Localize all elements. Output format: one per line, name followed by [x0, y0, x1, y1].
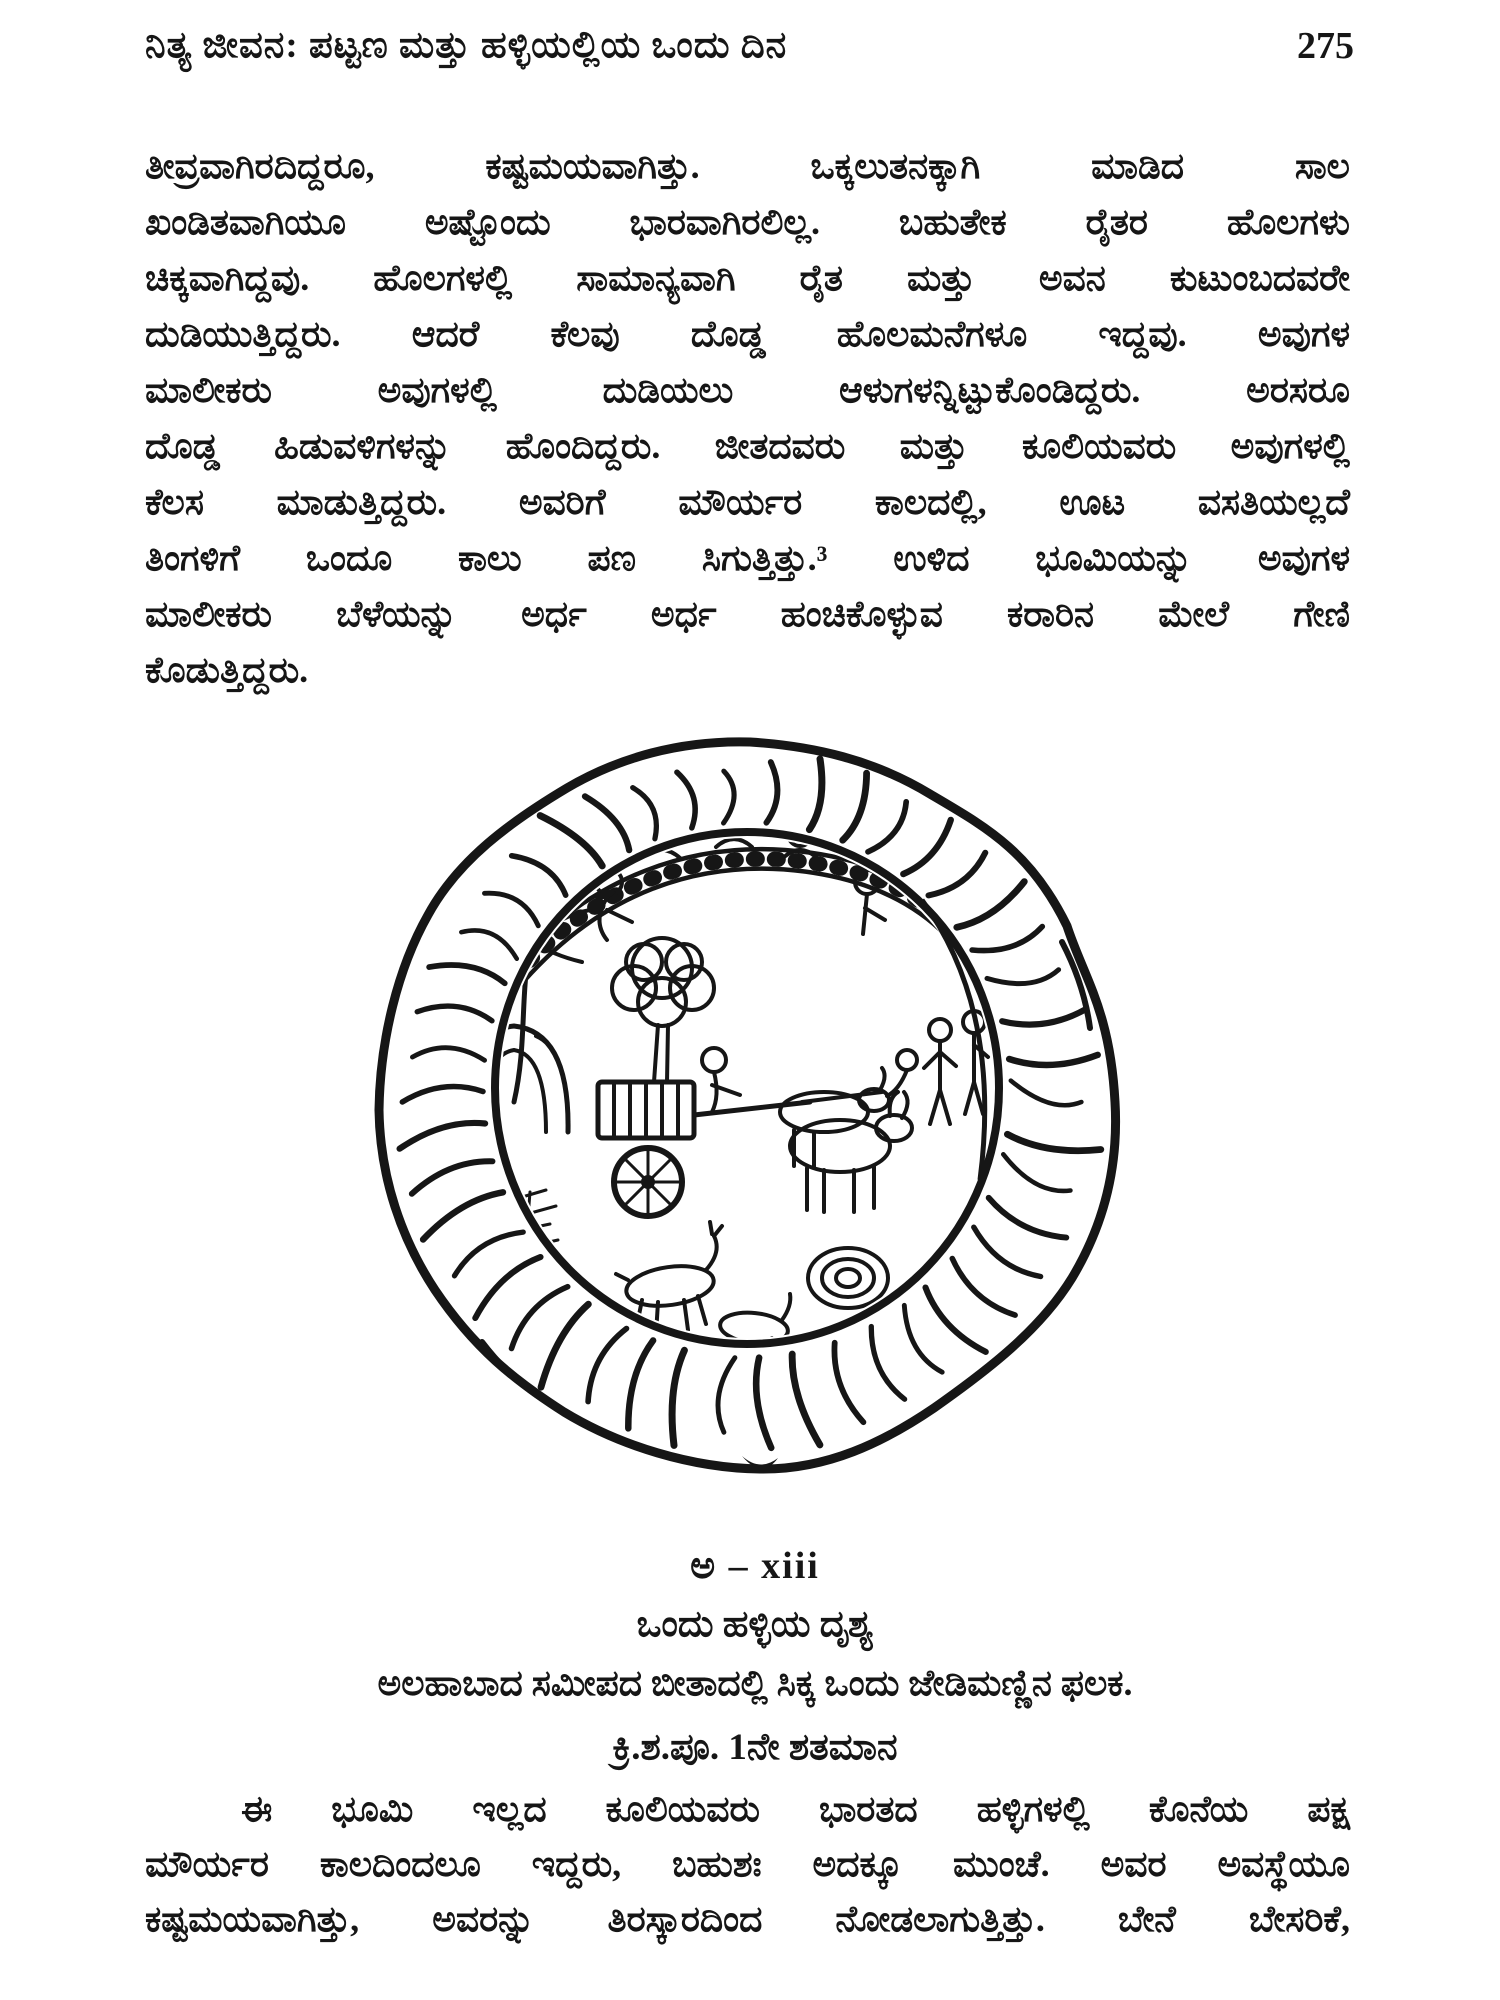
figure-caption-description: ಅಲಹಾಬಾದ ಸಮೀಪದ ಬೀತಾದಲ್ಲಿ ಸಿಕ್ಕ ಒಂದು ಜೇಡಿಮಣ್ಣಿನ ಫಲಕ.	[377, 1663, 1133, 1703]
text-line: ಕೆಲಸ ಮಾಡುತ್ತಿದ್ದರು. ಅವರಿಗೆ ಮೌರ್ಯರ ಕಾಲದಲ್ಲಿ, ಊಟ ವಸತಿಯಲ್ಲದೆ	[145, 482, 1350, 522]
text-line: ಕಷ್ಟಮಯವಾಗಿತ್ತು, ಅವರನ್ನು ತಿರಸ್ಕಾರದಿಂದ ನೋಡಲಾಗುತ್ತಿತ್ತು. ಬೇನೆ ಬೇಸರಿಕೆ,	[145, 1899, 1350, 1939]
paragraph-bottom	[145, 1782, 1350, 1947]
figure-caption-label: ಅ – xiii	[690, 1545, 820, 1587]
page-number: 275	[1297, 25, 1354, 67]
text-line: ಈ ಭೂಮಿ ಇಲ್ಲದ ಕೂಲಿಯವರು ಭಾರತದ ಹಳ್ಳಿಗಳಲ್ಲಿ ಕೊನೆಯ ಪಕ್ಷ	[241, 1789, 1350, 1829]
text-line: ಕೊಡುತ್ತಿದ್ದರು.	[145, 650, 309, 690]
text-line: ಚಿಕ್ಕವಾಗಿದ್ದವು. ಹೊಲಗಳಲ್ಲಿ ಸಾಮಾನ್ಯವಾಗಿ ರೈತ ಮತ್ತು ಅವನ ಕುಟುಂಬದವರೇ	[145, 258, 1350, 298]
text-line: ತೀವ್ರವಾಗಿರದಿದ್ದರೂ, ಕಷ್ಟಮಯವಾಗಿತ್ತು. ಒಕ್ಕಲುತನಕ್ಕಾಗಿ ಮಾಡಿದ ಸಾಲ	[145, 146, 1350, 186]
figure-caption-title: ಒಂದು ಹಳ್ಳಿಯ ದೃಶ್ಯ	[636, 1604, 874, 1645]
text-line: ಮಾಲೀಕರು ಅವುಗಳಲ್ಲಿ ದುಡಿಯಲು ಆಳುಗಳನ್ನಿಟ್ಟುಕೊಂಡಿದ್ದರು. ಅರಸರೂ	[145, 370, 1350, 410]
figure-caption	[0, 1544, 1500, 1769]
text-line: ದುಡಿಯುತ್ತಿದ್ದರು. ಆದರೆ ಕೆಲವು ದೊಡ್ಡ ಹೊಲಮನೆಗಳೂ ಇದ್ದವು. ಅವುಗಳ	[145, 314, 1350, 354]
plaque-figure	[362, 730, 1132, 1490]
terracotta-plaque-illustration	[362, 730, 1132, 1490]
text-line: ಮೌರ್ಯರ ಕಾಲದಿಂದಲೂ ಇದ್ದರು, ಬಹುಶಃ ಅದಕ್ಕೂ ಮುಂಚೆ. ಅವರ ಅವಸ್ಥೆಯೂ	[145, 1844, 1350, 1884]
figure-caption-date: ಕ್ರಿ.ಶ.ಪೂ. 1ನೇ ಶತಮಾನ	[612, 1727, 898, 1768]
text-line: ದೊಡ್ಡ ಹಿಡುವಳಿಗಳನ್ನು ಹೊಂದಿದ್ದರು. ಜೀತದವರು ಮತ್ತು ಕೂಲಿಯವರು ಅವುಗಳಲ್ಲಿ	[145, 426, 1350, 466]
text-line: ಖಂಡಿತವಾಗಿಯೂ ಅಷ್ಟೊಂದು ಭಾರವಾಗಿರಲಿಲ್ಲ. ಬಹುತೇಕ ರೈತರ ಹೊಲಗಳು	[145, 202, 1350, 242]
paragraph-top	[145, 138, 1350, 698]
running-title: ನಿತ್ಯ ಜೀವನ: ಪಟ್ಟಣ ಮತ್ತು ಹಳ್ಳಿಯಲ್ಲಿಯ ಒಂದು ದಿನ	[145, 25, 788, 66]
text-line: ಮಾಲೀಕರು ಬೆಳೆಯನ್ನು ಅರ್ಧ ಅರ್ಧ ಹಂಚಿಕೊಳ್ಳುವ ಕರಾರಿನ ಮೇಲೆ ಗೇಣಿ	[145, 594, 1350, 634]
text-line: ತಿಂಗಳಿಗೆ ಒಂದೂ ಕಾಲು ಪಣ ಸಿಗುತ್ತಿತ್ತು.³ ಉಳಿದ ಭೂಮಿಯನ್ನು ಅವುಗಳ	[145, 538, 1350, 578]
plaque-inner-rim	[495, 832, 999, 1344]
